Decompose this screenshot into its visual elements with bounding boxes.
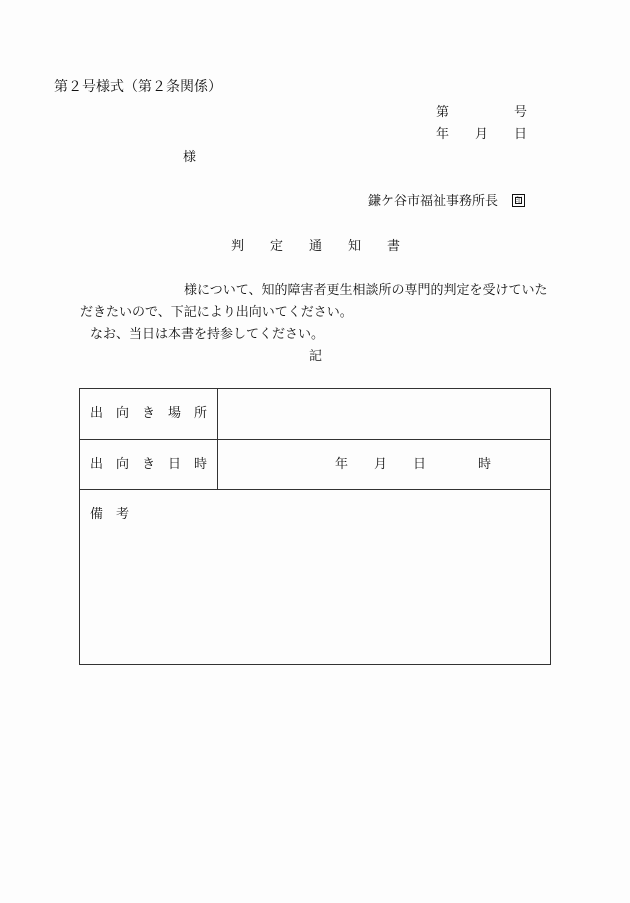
datetime-label: 出 向 き 日 時 <box>90 456 208 472</box>
place-value-cell[interactable] <box>218 389 550 439</box>
remarks-label: 備 考 <box>90 507 130 522</box>
title-char: 知 <box>348 239 362 254</box>
reference-date-month: 月 <box>475 127 489 142</box>
title-char: 定 <box>270 239 284 254</box>
body-text-line-2: だきたいので、下記により出向いてください。 <box>80 305 353 320</box>
datetime-label-cell <box>80 440 218 489</box>
body-text-line-3: なお、当日は本書を持参してください。 <box>90 327 325 342</box>
recipient-honorific: 様 <box>183 150 197 165</box>
reference-number-line <box>436 106 528 120</box>
datetime-unit-day: 日 <box>413 456 427 472</box>
title-char: 書 <box>387 239 401 254</box>
table-row-datetime <box>80 440 550 490</box>
reference-date-line <box>436 128 528 142</box>
title-char: 通 <box>309 239 323 254</box>
ki-heading: 記 <box>309 349 323 364</box>
place-label-cell <box>80 389 218 439</box>
datetime-unit-month: 月 <box>374 456 388 472</box>
datetime-value-cell[interactable] <box>218 440 550 489</box>
form-number: 第２号様式（第２条関係） <box>54 79 222 95</box>
table-row-remarks[interactable] <box>80 490 550 664</box>
table-row-place <box>80 389 550 440</box>
body-text-line-1: 様について、知的障害者更生相談所の専門的判定を受けていた <box>184 283 548 298</box>
reference-number-prefix: 第 <box>436 105 450 120</box>
reference-number-suffix: 号 <box>514 105 528 120</box>
reference-date-day: 日 <box>514 127 528 142</box>
place-label: 出 向 き 場 所 <box>90 406 208 421</box>
title-char: 判 <box>231 239 245 254</box>
reference-date-year: 年 <box>436 127 450 142</box>
datetime-unit-year: 年 <box>335 456 349 472</box>
datetime-unit-hour: 時 <box>478 456 492 472</box>
details-table <box>79 388 551 665</box>
document-title <box>231 240 401 254</box>
sender-name: 鎌ケ谷市福祉事務所長 <box>368 194 499 209</box>
datetime-units <box>335 458 491 472</box>
seal-icon: 印 <box>512 194 525 207</box>
